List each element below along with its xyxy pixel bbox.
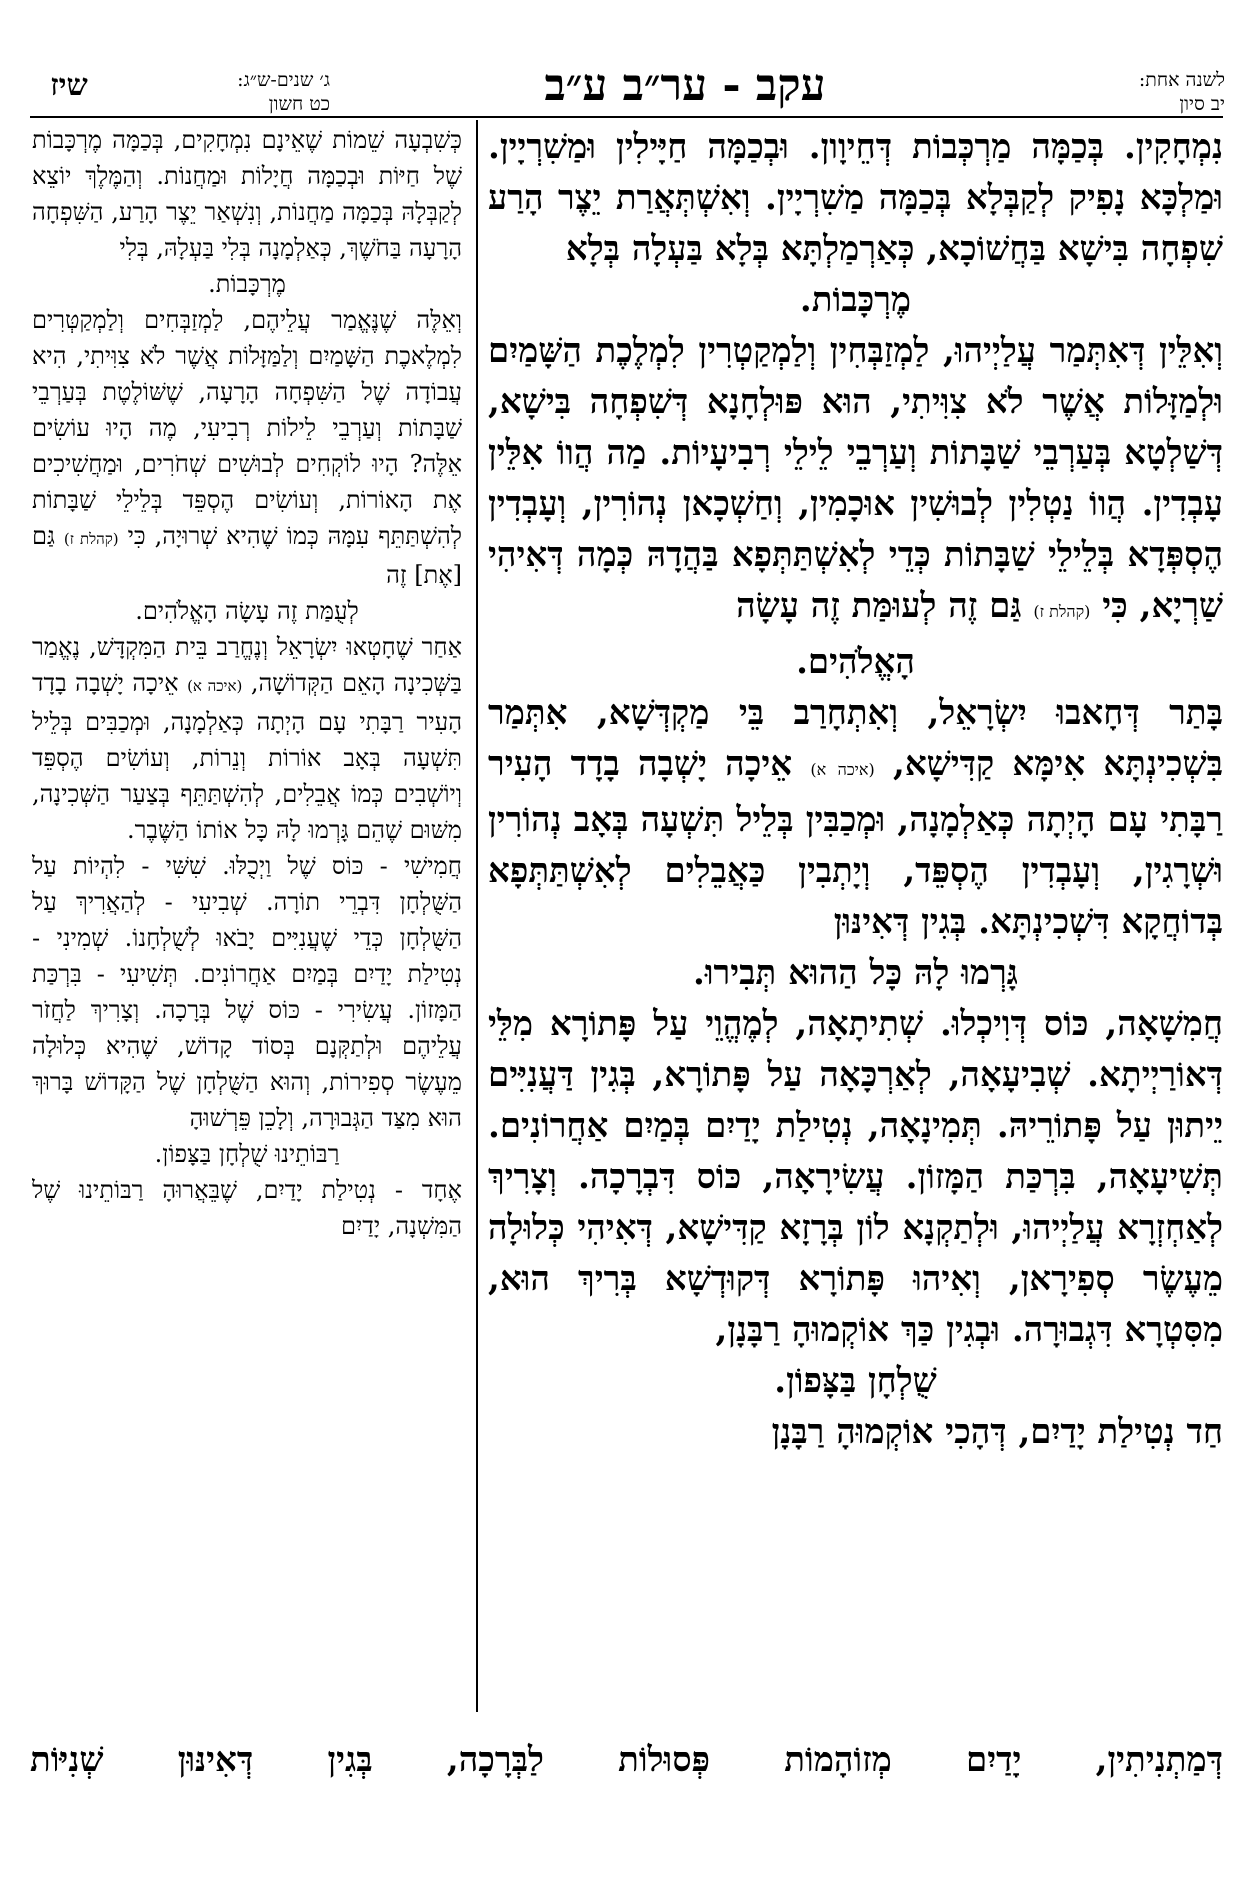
commentary-paragraph-1-end: מֶרְכָּבוֹת. — [208, 270, 286, 298]
commentary-paragraph-3-source: (איכה א) — [187, 677, 243, 695]
commentary-paragraph-2 — [32, 302, 462, 593]
one-year-schedule-date: יב סיון — [1179, 93, 1225, 115]
header-right-info — [1045, 68, 1225, 116]
main-paragraph-5-text: חַד נְטִילַת יָדַיִם, דְּהָכִי אוֹקְמוּהָ רַבָּנָן — [771, 1412, 1223, 1452]
commentary-paragraph-3-text-b: אֵיכָה יָשְׁבָה בָדָד הָעִיר רַבָּתִי עָם הָיְתָה כְּאַלְמָנָה, וּמְכַבִּים בְּלֵיל תִּשְׁעָה בְּאָב אוֹרוֹת וְנֵרוֹת, וְעוֹשִׂים הֶסְפֵּד וְיוֹשְׁבִים כְּמוֹ אֲבֵלִים, לְהִשְׁתַּתֵּף בְּצַעַר הַשְּׁכִינָה, מִשּׁוּם שֶׁהֵם גָּרְמוּ לָהּ כָּל אוֹתוֹ הַשֶּׁבֶר. — [32, 669, 462, 844]
commentary-paragraph-4-text: חֲמִישִׁי - כּוֹס שֶׁל וַיְכֻלּוּ. שִׁשִּׁי - לִהְיוֹת עַל הַשֻּׁלְחָן דִּבְרֵי תוֹרָה. שְׁבִיעִי - לְהַאֲרִיךְ עַל הַשֻּׁלְחָן כְּדֵי שֶׁעֲנִיִּים יָבֹאוּ לְשֻׁלְחָנוֹ. שְׁמִינִי - נְטִילַת יָדַיִם בְּמַיִם אַחֲרוֹנִים. תְּשִׁיעִי - בִּרְכַּת הַמָּזוֹן. עֲשִׂירִי - כּוֹס שֶׁל בְּרָכָה. וְצָרִיךְ לַחֲזֹר עֲלֵיהֶם וּלְתַקְּנָם בְּסוֹד קָדוֹשׁ, שֶׁהִיא כְּלוּלָה מֵעֶשֶׂר סְפִירוֹת, וְהוּא הַשֻּׁלְחָן שֶׁל הַקָּדוֹשׁ בָּרוּךְ הוּא מִצַּד הַגְּבוּרָה, וְלָכֵן פֵּרְשׁוּהָ — [32, 852, 462, 1132]
main-paragraph-2 — [488, 326, 1223, 637]
main-paragraph-2-text-a: וְאִלֵּין דְּאִתְּמַר עֲלַיְיהוּ, לַמְזַבְּחִין וְלַמְקַטְרִין לִמְלֶכֶת הַשָּׁמַיִם וּלְמַזָּלוֹת אֲשֶׁר לֹא צִוִּיתִי, הוּא פּוּלְחָנָא דְּשִׁפְחָה בִּישָׁא, דְּשַׁלְטָא בְּעַרְבֵי שַׁבָּתוֹת וְעַרְבֵי לֵילֵי רְבִיעָיוֹת. מַה הֲווֹ אִלֵּין עָבְדִין. הֲווֹ נַטְלִין לְבוּשִׁין אוּכָמִין, וְחַשְׁכָאן נְהוֹרִין, וְעָבְדִין הֶסְפְּדָא בְּלֵילֵי שַׁבָּתוֹת כְּדֵי לְאִשְׁתַּתְּפָא בַּהֲדָהּ כְּמָה דְּאִיהִי שַׁרְיָא, כִּי — [488, 331, 1223, 626]
commentary-paragraph-3-text-a: אַחַר שֶׁחָטְאוּ יִשְׂרָאֵל וְנֶחֱרַב בֵּית הַמִּקְדָּשׁ, נֶאֱמַר בַּשְּׁכִינָה הָאֵם הַקְּדוֹשָׁה, — [32, 633, 462, 697]
main-paragraph-1-end: מֶרְכָּבוֹת. — [799, 280, 912, 320]
header-left-info — [130, 68, 330, 116]
commentary-paragraph-4 — [32, 848, 462, 1136]
commentary-paragraph-2-text-a: וְאֵלֶּה שֶׁנֶּאֱמַר עֲלֵיהֶם, לַמְזַבְּחִים וְלַמְקַטְּרִים לִמְלֶאכֶת הַשָּׁמַיִם וְלַמַּזָּלוֹת אֲשֶׁר לֹא צִוִּיתִי, הִיא עֲבוֹדָה שֶׁל הַשִּׁפְחָה הָרָעָה, שֶׁשּׁוֹלֶטֶת בְּעַרְבֵי שַׁבָּתוֹת וְעַרְבֵי לֵילוֹת רְבִיעִי, מֶה הָיוּ עוֹשִׂים אֵלֶּה? הָיוּ לוֹקְחִים לְבוּשִׁים שְׁחֹרִים, וּמַחֲשִׁיכִים אֶת הָאוֹרוֹת, וְעוֹשִׂים הֶסְפֵּד בְּלֵילֵי שַׁבָּתוֹת לְהִשְׁתַּתֵּף עִמָּהּ כְּמוֹ שֶׁהִיא שְׁרוּיָה, כִּי — [32, 306, 462, 550]
main-paragraph-2-text-b: גַּם זֶה לְעוּמַּת זֶה עָשָׂה — [736, 586, 1022, 626]
page-number: שיז — [50, 68, 88, 103]
commentary-paragraph-2-end: לְעֻמַּת זֶה עָשָׂה הָאֱלֹהִים. — [135, 597, 359, 625]
commentary-paragraph-5-text: אֶחָד - נְטִילַת יָדַיִם, שֶׁבֵּאֲרוּהָ רַבּוֹתֵינוּ שֶׁל הַמִּשְׁנָה, יָדַיִם — [32, 1176, 462, 1240]
column-divider — [476, 120, 478, 1712]
main-paragraph-2-source: (קהלת ז) — [1033, 602, 1091, 621]
main-paragraph-5 — [488, 1407, 1223, 1458]
commentary-paragraph-2-source: (קהלת ז) — [63, 530, 119, 548]
one-year-schedule-label: לשנה אחת: — [1138, 69, 1225, 91]
commentary-paragraph-1 — [32, 122, 462, 266]
commentary-paragraph-3 — [32, 629, 462, 848]
main-paragraph-3-text-a: בָּתַר דְּחָאבוּ יִשְׂרָאֵל, וְאִתְחָרַב בֵּי מַקְדְּשָׁא, אִתְּמַר בִּשְׁכִינְתָּא אִימָּא קַדִּישָׁא, — [488, 693, 1223, 784]
main-paragraph-4-end: שֻׁלְחָן בַּצָּפוֹן. — [774, 1361, 937, 1401]
main-paragraph-3-end: גָּרְמוּ לָהּ כָּל הַהוּא תְּבִירוּ. — [692, 953, 1019, 993]
page-title: עקב - ער״ב ע״ב — [544, 60, 826, 111]
main-paragraph-1-text: נִמְחָקִין. בְּכַמָּה מַרְכְּבוֹת דְּחֵיוָון. וּבְכַמָּה חַיָּילִין וּמַשִׁרְיָין. וּמַלְכָּא נָפִיק לְקַבְּלָא בְּכַמָּה מַשִׁרְיָין. וְאִשְׁתְּאֲרַת יֵצֶר הָרַע שִׁפְחָה בִּישָׁא בַּחֲשׁוֹכָא, כְּאַרְמַלְתָּא בְּלָא בַּעְלָה בְּלָא — [488, 127, 1223, 269]
main-paragraph-4 — [488, 999, 1223, 1356]
commentary-column — [32, 122, 462, 1722]
three-year-schedule-label: ג׳ שנים-ש״ג: — [237, 69, 330, 91]
main-paragraph-1 — [488, 122, 1223, 275]
main-paragraph-4-text: חֲמִשָׁאָה, כּוֹס דְּוִיכְלוּ. שְׁתִיתָאָה, לְמֶהֱוֵי עַל פָּתוֹרָא מִלֵּי דְּאוֹרַיְיתָא. שְׁבִיעָאָה, לְאַרְכָּאָה עַל פָּתוֹרָא, בְּגִין דַּעֲנִיִּים יֵיתוּן עַל פָּתוֹרֵיהּ. תְּמִינָאָה, נְטִילַת יָדַיִם בְּמַיִם אַחֲרוֹנִים. תְּשִׁיעָאָה, בִּרְכַּת הַמָּזוֹן. עֲשִׂירָאָה, כּוֹס דִּבְרָכָה. וְצָרִיךְ לְאַחְזְרָא עֲלַיְיהוּ, וּלְתַקְנָא לוֹן בְּרָזָא קַדִּישָׁא, דְּאִיהִי כְּלוּלָה מֵעֶשֶׂר סְפִירָאן, וְאִיהוּ פָּתוֹרָא דְּקוּדְשָׁא בְּרִיךְ הוּא, מִסִּטְרָא דִּגְבוּרָה. וּבְגִין כַּךְ אוֹקְמוּהָ רַבָּנָן, — [488, 1004, 1223, 1350]
commentary-paragraph-1-text: כְּשִׁבְעָה שֵׁמוֹת שֶׁאֵינָם נִמְחָקִים, בְּכַמָּה מֶרְכָּבוֹת שֶׁל חַיּוֹת וּבְכַמָּה חֲיָלוֹת וּמַחֲנוֹת. וְהַמֶּלֶךְ יוֹצֵא לְקַבְּלָהּ בְּכַמָּה מַחֲנוֹת, וְנִשְׁאַר יֵצֶר הָרַע, הַשִּׁפְחָה הָרָעָה בַּחֹשֶׁךְ, כְּאַלְמָנָה בְּלִי בַּעְלָהּ, בְּלִי — [32, 126, 462, 262]
main-paragraph-2-end: הָאֱלֹהִים. — [796, 642, 915, 682]
main-text-column — [488, 122, 1223, 1722]
commentary-paragraph-2-text-b: גַּם [אֶת] זֶה — [32, 522, 462, 589]
commentary-paragraph-4-end: רַבּוֹתֵינוּ שֻׁלְחָן בַּצָּפוֹן. — [154, 1140, 340, 1168]
header-rule — [30, 116, 1223, 118]
main-paragraph-3-text-b: אֵיכָה יָשְׁבָה בָדָד הָעִיר רַבָּתִי עָם הָיְתָה כְּאַלְמָנָה, וּמְכַבִּין בְּלֵיל תִּשְׁעָה בְּאָב נְהוֹרִין וּשְׁרָגִין, וְעָבְדִין הֶסְפֵּד, וְיָתְבִין כַּאֲבֵלִים לְאִשְׁתַּתְּפָא בְּדוֹחֲקָא דִּשְׁכִינְתָּא. בְּגִין דְּאִינּוּן — [488, 744, 1223, 942]
bottom-text-line: דְּמַתְנִיתִין, יָדַיִם מְזוֹהָמוֹת פְּסוּלוֹת לַבְּרָכָה, בְּגִין דְּאִינּוּן שְׁנִיּוֹת — [30, 1740, 1223, 1780]
main-paragraph-3 — [488, 688, 1223, 948]
three-year-schedule-date: כט חשון — [268, 93, 330, 115]
commentary-paragraph-5 — [32, 1172, 462, 1244]
main-paragraph-3-source: (איכה א) — [810, 760, 875, 779]
